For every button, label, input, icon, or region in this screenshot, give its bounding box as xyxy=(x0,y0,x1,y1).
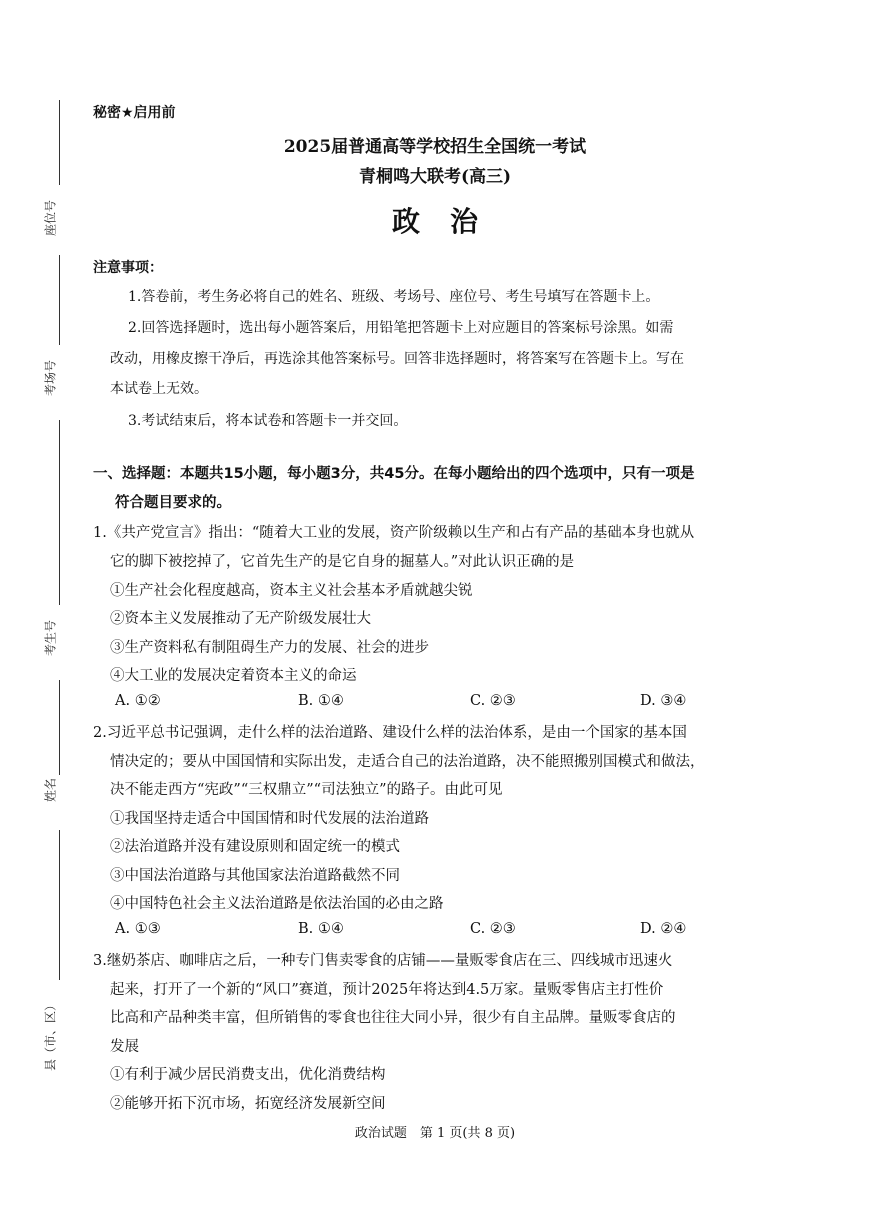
answer-choice: A. ①② xyxy=(115,693,161,709)
answer-choice: B. ①④ xyxy=(298,693,344,709)
statement-item: ④大工业的发展决定着资本主义的命运 xyxy=(110,668,357,684)
statement-item: ②法治道路并没有建设原则和固定统一的模式 xyxy=(110,839,400,855)
notice-heading: 注意事项： xyxy=(93,260,163,276)
statement-item: ①我国坚持走适合中国国情和时代发展的法治道路 xyxy=(110,811,429,827)
notice-item: 2.回答选择题时，选出每小题答案后，用铅笔把答题卡上对应题目的答案标号涂黑。如需 xyxy=(128,320,674,336)
statement-item: ③生产资料私有制阻碍生产力的发展、社会的进步 xyxy=(110,640,429,656)
question-stem: 它的脚下被挖掉了，它首先生产的是它自身的掘墓人。”对此认识正确的是 xyxy=(110,554,575,570)
answer-choice: C. ②③ xyxy=(470,693,516,709)
answer-choice: D. ③④ xyxy=(640,693,687,709)
notice-item: 1.答卷前，考生务必将自己的姓名、班级、考场号、座位号、考生号填写在答题卡上。 xyxy=(128,289,660,305)
strip-line xyxy=(59,680,60,775)
statement-item: ①生产社会化程度越高，资本主义社会基本矛盾就越尖锐 xyxy=(110,583,473,599)
question-stem: 发展 xyxy=(110,1039,139,1055)
question-stem: 2.习近平总书记强调，走什么样的法治道路、建设什么样的法治体系，是由一个国家的基本国 xyxy=(93,725,687,741)
statement-item: ①有利于减少居民消费支出，优化消费结构 xyxy=(110,1067,386,1083)
statement-item: ③中国法治道路与其他国家法治道路截然不同 xyxy=(110,868,400,884)
exam-subtitle: 青桐鸣大联考(高三) xyxy=(358,167,512,187)
question-stem: 情决定的；要从中国国情和实际出发，走适合自己的法治道路，决不能照搬别国模式和做法， xyxy=(110,754,705,770)
answer-choice: A. ①③ xyxy=(115,921,161,937)
district-label: 县（市、区） xyxy=(43,998,58,1072)
notice-item: 本试卷上无效。 xyxy=(110,381,208,397)
subject-title: 政治 xyxy=(391,205,508,238)
strip-line xyxy=(59,830,60,980)
name-label: 姓名 xyxy=(43,777,58,803)
statement-item: ②资本主义发展推动了无产阶级发展壮大 xyxy=(110,611,371,627)
question-stem: 1.《共产党宣言》指出：“随着大工业的发展，资产阶级赖以生产和占有产品的基础本身也就从 xyxy=(93,525,695,541)
seat-number-label: 座位号 xyxy=(43,199,58,237)
confidential-mark: 秘密★启用前 xyxy=(93,105,176,121)
exam-title: 2025届普通高等学校招生全国统一考试 xyxy=(283,137,587,157)
notice-item: 3.考试结束后，将本试卷和答题卡一并交回。 xyxy=(128,413,408,429)
answer-choice: D. ②④ xyxy=(640,921,687,937)
strip-line xyxy=(59,255,60,345)
notice-item: 改动，用橡皮擦干净后，再选涂其他答案标号。回答非选择题时，将答案写在答题卡上。写在 xyxy=(110,351,684,367)
strip-line xyxy=(59,420,60,605)
answer-choice: C. ②③ xyxy=(470,921,516,937)
statement-item: ②能够开拓下沉市场，拓宽经济发展新空间 xyxy=(110,1096,386,1112)
question-stem: 起来，打开了一个新的“风口”赛道，预计2025年将达到4.5万家。量贩零售店主打性价 xyxy=(110,982,664,998)
exam-room-label: 考场号 xyxy=(43,359,58,397)
page-footer: 政治试题 第 1 页(共 8 页) xyxy=(354,1126,516,1141)
question-stem: 决不能走西方“宪政”“三权鼎立”“司法独立”的路子。由此可见 xyxy=(110,782,503,798)
candidate-number-label: 考生号 xyxy=(43,619,58,657)
question-stem: 3.继奶茶店、咖啡店之后，一种专门售卖零食的店铺——量贩零食店在三、四线城市迅速火 xyxy=(93,953,673,969)
question-stem: 比高和产品种类丰富，但所销售的零食也往往大同小异，很少有自主品牌。量贩零食店的 xyxy=(110,1010,676,1026)
statement-item: ④中国特色社会主义法治道路是依法治国的必由之路 xyxy=(110,896,444,912)
section-heading-line: 一、选择题：本题共15小题，每小题3分，共45分。在每小题给出的四个选项中，只有一项是 xyxy=(93,466,695,482)
answer-choice: B. ①④ xyxy=(298,921,344,937)
section-heading-line: 符合题目要求的。 xyxy=(115,495,231,511)
section-heading xyxy=(93,460,694,518)
